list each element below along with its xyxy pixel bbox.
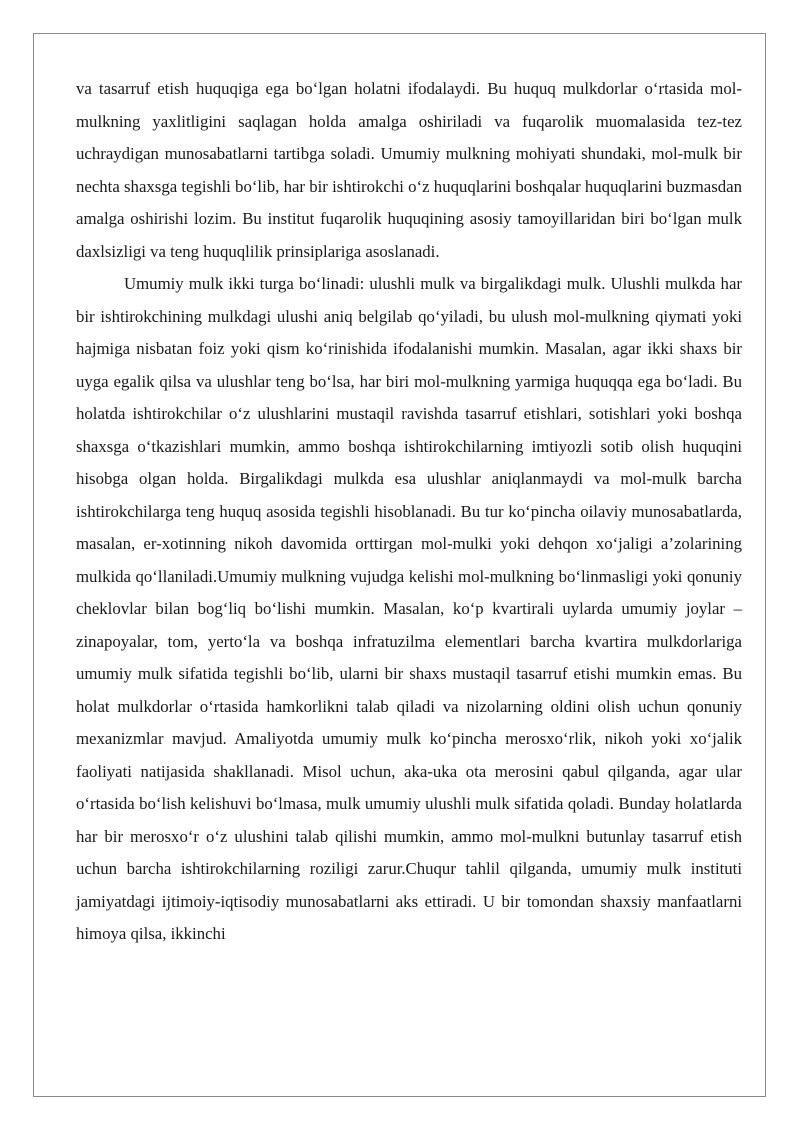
- paragraph-common-property-types: Umumiy mulk ikki turga bo‘linadi: ulushli mulk va birgalikdagi mulk. Ulushli mulkda har bir ishtirokchining mulkdagi ulushi aniq belgilab qo‘yiladi, bu ulush mol-mulkning qiymati yoki hajmiga nisbatan foiz yoki qism ko‘rinishida ifodalanishi mumkin. Masalan, agar ikki shaxs bir uyga egalik qilsa va ulushlar teng bo‘lsa, har biri mol-mulkning yarmiga huquqqa ega bo‘ladi. Bu holatda ishtirokchilar o‘z ulushlarini mustaqil ravishda tasarruf etishlari, sotishlari yoki boshqa shaxsga o‘tkazishlari mumkin, ammo boshqa ishtirokchilarning imtiyozli sotib olish huquqini hisobga olgan holda. Birgalikdagi mulkda esa ulushlar aniqlanmaydi va mol-mulk barcha ishtirokchilarga teng huquq asosida tegishli hisoblanadi. Bu tur ko‘pincha oilaviy munosabatlarda, masalan, er-xotinning nikoh davomida orttirgan mol-mulki yoki dehqon xo‘jaligi a’zolarining mulkida qo‘llaniladi.Umumiy mulkning vujudga kelishi mol-mulkning bo‘linmasligi yoki qonuniy cheklovlar bilan bog‘liq bo‘lishi mumkin. Masalan, ko‘p kvartirali uylarda umumiy joylar – zinapoyalar, tom, yerto‘la va boshqa infratuzilma elementlari barcha kvartira mulkdorlariga umumiy mulk sifatida tegishli bo‘lib, ularni bir shaxs mustaqil tasarruf etishi mumkin emas. Bu holat mulkdorlar o‘rtasida hamkorlikni talab qiladi va nizolarning oldini olish uchun qonuniy mexanizmlar mavjud. Amaliyotda umumiy mulk ko‘pincha merosxo‘rlik, nikoh yoki xo‘jalik faoliyati natijasida shakllanadi. Misol uchun, aka-uka ota merosini qabul qilganda, agar ular o‘rtasida bo‘lish kelishuvi bo‘lmasa, mulk umumiy ulushli mulk sifatida qoladi. Bunday holatlarda har bir merosxo‘r o‘z ulushini talab qilishi mumkin, ammo mol-mulkni butunlay tasarruf etish uchun barcha ishtirokchilarning roziligi zarur.Chuqur tahlil qilganda, umumiy mulk instituti jamiyatdagi ijtimoiy-iqtisodiy munosabatlarni aks ettiradi. U bir tomondan shaxsiy manfaatlarni himoya qilsa, ikkinchi: [76, 274, 742, 943]
- paragraph-continuation: va tasarruf etish huquqiga ega bo‘lgan holatni ifodalaydi. Bu huquq mulkdorlar o‘rtasida mol-mulkning yaxlitligini saqlagan holda amalga oshiriladi va fuqarolik muomalasida tez-tez uchraydigan munosabatlarni tartibga soladi. Umumiy mulkning mohiyati shundaki, mol-mulk bir nechta shaxsga tegishli bo‘lib, har bir ishtirokchi o‘z huquqlarini boshqalar huquqlarini buzmasdan amalga oshirishi lozim. Bu institut fuqarolik huquqining asosiy tamoyillaridan biri bo‘lgan mulk daxlsizligi va teng huquqlilik prinsiplariga asoslanadi.: [76, 79, 742, 261]
- document-body: [76, 73, 742, 951]
